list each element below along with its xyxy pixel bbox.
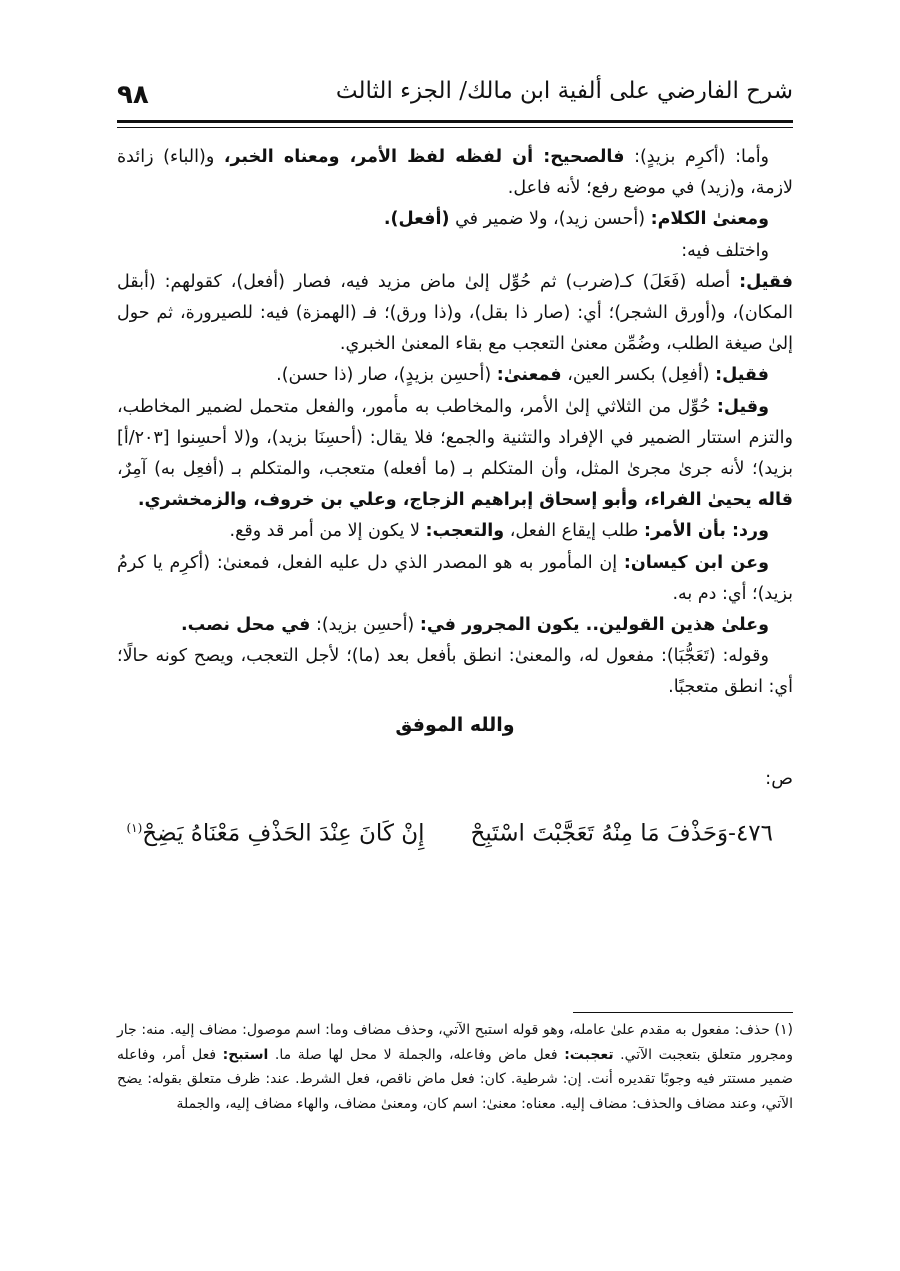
p4-bold: فقيل: <box>739 271 793 292</box>
p7-rest2: لا يكون إلا من أمر قد وقع. <box>229 521 426 542</box>
footnote-number: (١) <box>774 1022 793 1038</box>
p4-rest: أصله (فَعَلَ) كـ(ضرب) ثم حُوِّل إلىٰ ماض مزيد فيه، فصار (أفعل)، كقولهم: (أبقل المكان)، و(أورق الشجر)؛ أي: (صار ذا بقل)، و(ذا ورق)؛ فـ (الهمزة) فيه: للصيرورة، ثم حول إلىٰ صيغة الطلب، وضُمِّن معنىٰ التعجب مع بقاء المعنىٰ الخبري. <box>117 271 793 355</box>
p8-bold: وعن ابن كيسان: <box>623 552 769 573</box>
p1-bold: فالصحيح: أن لفظه لفظ الأمر، ومعناه الخبر، <box>223 147 625 167</box>
footnote-text-2: فعل ماض وفاعله، والجملة لا محل لها صلة ما. <box>268 1046 565 1063</box>
paragraph-disagreement: واختلف فيه: <box>681 240 769 261</box>
verse-first-hemistich: ٤٧٦-وَحَذْفَ مَا مِنْهُ تَعَجَّبْتَ اسْتَبِحْ <box>470 820 773 847</box>
footnote-text-3: فعل أمر، وفاعله ضمير مستتر فيه وجوبًا تقديره أنت. إن: شرطية. كان: فعل ماض ناقص، فعل الشرط. عند: ظرف متعلق بقوله: يضح الآتي، وعند مضاف والحذف: مضاف إليه. معناه: معنىٰ: اسم كان، ومعنىٰ مضاف، والهاء مضاف إليه، والجملة <box>117 1046 793 1112</box>
paragraph-afil-kasr <box>117 360 793 391</box>
footnote-text-1: حذف: مفعول به مقدم علىٰ عامله، وهو قوله استبح الآتي، وحذف مضاف وما: اسم موصول: مضاف إليه. منه: جار ومجرور متعلق بتعجبت الآتي. <box>117 1022 794 1063</box>
p7-bold2: والتعجب: <box>425 521 505 542</box>
header-rule-thick <box>117 120 793 123</box>
p9-rest: (أحسِن بزيد): <box>310 615 420 636</box>
p6-bold2: قاله يحيىٰ الفراء، وأبو إسحاق إبراهيم الزجاج، وعلي بن خروف، والزمخشري. <box>137 490 793 511</box>
paragraph-first-opinion <box>117 267 793 361</box>
running-title: شرح الفارضي على ألفية ابن مالك/ الجزء الثالث <box>335 78 793 104</box>
p5-bold2: فمعنىٰ: <box>496 365 562 386</box>
footnote-separator <box>573 1012 793 1013</box>
paragraph-refutation <box>117 516 793 547</box>
p5-rest: (أفعِل) بكسر العين، <box>561 365 716 386</box>
p2-bold2: (أفعل). <box>383 209 450 230</box>
p1-lead: وأما: (أكرِم بزيدٍ): <box>624 147 770 167</box>
page-number: ٩٨ <box>117 80 149 110</box>
p5-rest2: (أحسِن بزيدٍ)، صار (ذا حسن). <box>276 365 497 386</box>
main-text <box>117 142 793 854</box>
footnote <box>117 1018 793 1116</box>
running-header <box>117 72 793 122</box>
p5-bold: فقيل: <box>715 365 769 386</box>
verse-476 <box>117 808 793 854</box>
verse-second-hemistich: إِنْ كَانَ عِنْدَ الحَذْفِ مَعْنَاهُ يَضِحْ <box>142 820 425 847</box>
p9-bold: وعلىٰ هذين القولين.. يكون المجرور في: <box>419 615 769 636</box>
p6-rest: حُوِّل من الثلاثي إلىٰ الأمر، والمخاطب به مأمور، والفعل متحمل لضمير المخاطب، والتزم استتار الضمير في الإفراد والتثنية والجمع؛ فلا يقال: (أحسِنَا بزيد)، و(لا أحسِنوا [٢٠٣/أ] بزيد)؛ لأنه جرىٰ مجرىٰ المثل، وأن المتكلم بـ (ما أفعله) متعجب، والمتكلم بـ (أفعِل به) آمِرٌ، <box>117 396 793 480</box>
p1-rest: و(الباء) زائدة لازمة، و(زيد) في موضع رفع؛ لأنه فاعل. <box>117 147 793 199</box>
p9-bold2: في محل نصب. <box>180 615 311 636</box>
p2-bold: ومعنىٰ الكلام: <box>650 209 769 230</box>
paragraph-akrim <box>117 142 793 204</box>
p6-bold: وقيل: <box>716 396 769 417</box>
paragraph-both-opinions <box>117 610 793 641</box>
footnote-1 <box>117 1018 793 1116</box>
p7-bold: ورد: بأن الأمر: <box>644 521 769 542</box>
paragraph-taajjuban: وقوله: (تَعَجُّبَا): مفعول له، والمعنىٰ: انطق بأفعل بعد (ما)؛ لأجل التعجب، ويصح كونه حالًا؛ أي: انطق متعجبًا. <box>117 646 793 698</box>
header-rule-thin <box>117 127 793 128</box>
footnote-bold-1: تعجبت: <box>564 1046 614 1063</box>
closing-phrase: والله الموفق <box>395 713 515 736</box>
paragraph-ibn-kaysan <box>117 548 793 610</box>
paragraph-meaning <box>117 204 793 235</box>
paragraph-second-opinion <box>117 392 793 517</box>
p7-rest: طلب إيقاع الفعل، <box>504 521 645 542</box>
footnote-bold-2: استبح: <box>222 1046 269 1063</box>
p8-rest: إن المأمور به هو المصدر الذي دل عليه الفعل، فمعنىٰ: (أكرِم يا كرمُ بزيد)؛ أي: دم به. <box>117 552 793 604</box>
sad-marker: ص: <box>765 767 793 789</box>
p2-rest: (أحسن زيد)، ولا ضمير في <box>449 209 651 230</box>
verse-note-ref: (١) <box>126 821 143 836</box>
